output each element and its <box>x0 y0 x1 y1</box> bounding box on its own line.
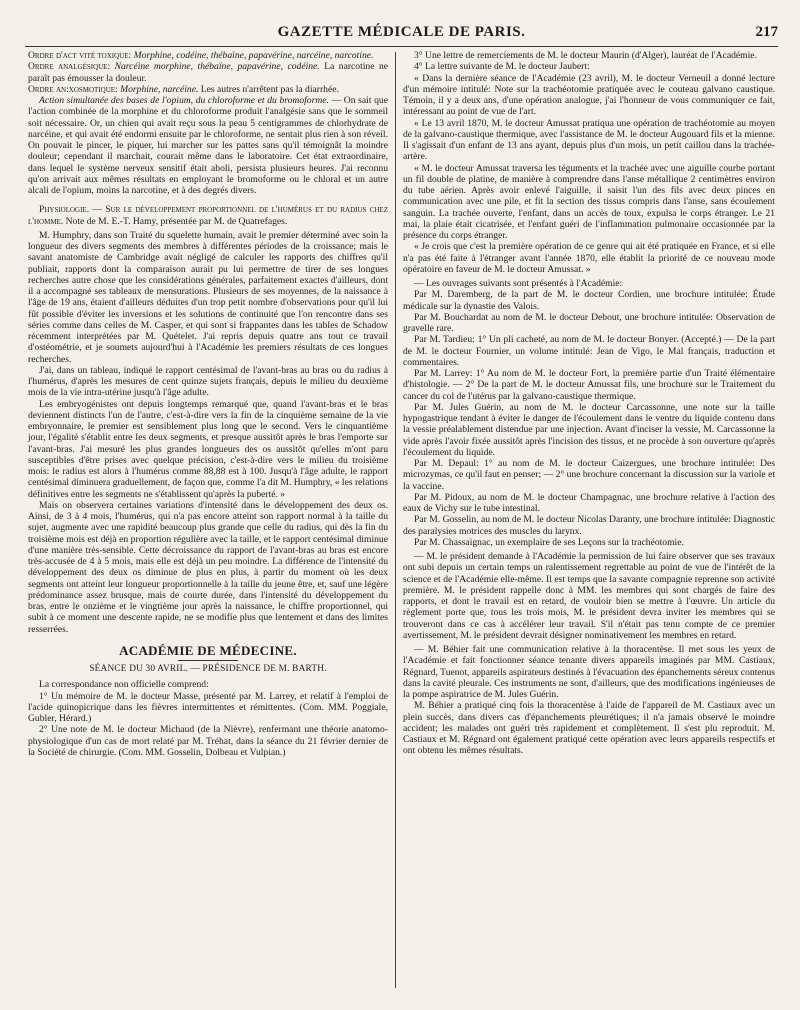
toxic-order-paragraph: Ordre d'act vité toxique: Morphine, codéine, thébaïne, papavérine, narcéine, narcotine. <box>28 50 374 61</box>
right-column <box>403 50 775 757</box>
embryogenists-paragraph: Les embryogénistes ont depuis longtemps remarqué que, quand l'avant-bras et le bras deviennent distincts l'un de l'autre, c'est-à-dire vers la fin de la cinquième semaine de la vie embryonnaire, le premier est sensiblement plus long que le second. Vers le cinquantième jour, l'égalité s'établit entre les deux segments, et presque aussitôt après le bras l'emporte sur l'avant-bras. J'ai mesuré les plus grandes longueurs des os aussitôt qu'elles m'ont paru susceptibles d'être prises avec quelque précision, c'est-à-dire vers le milieu du troisième mois: le radius est alors à l'humérus comme 88,88 est à 100. Jusqu'à l'âge adulte, le rapport centésimal diminuera graduellement, de façon que, comme l'a dit M. Humphry, « les relations définitives entre les segments ne s'établissent qu'après la puberté. » <box>28 398 388 500</box>
humphry-paragraph: M. Humphry, dans son Traité du squelette humain, avait le premier déterminé avec soin la longueur des divers segments des membres à différentes périodes de la croissance; mais le savant anatomiste de Cambridge avait négligé de calculer les rapports des chiffres qu'il publiait, rapports dont la comparaison aurait pu lui permettre de tirer de ses longues recherches autre chose que les considérations générales, parfaitement exactes d'ailleurs, dont il a accompagné ses tableaux de mensurations. Plusieurs de ses moyennes, de la naissance à l'âge de 19 ans, étaient d'ailleurs déduites d'un trop petit nombre d'observations pour qu'il lui fût possible d'éviter les inversions et les solutions de continuité que l'on rencontre dans ses séries comme dans celles de M. Casper, et qui sont si frappantes dans les tables de Schadow récemment interprétées par M. Quételet. J'ai repris depuis quatre ans tout ce travail d'ostéométrie, et je soumets aujourd'hui à l'Académie les premiers résultats de ces longues recherches. <box>28 229 388 365</box>
work-depaul: Par M. Depaul: 1° au nom de M. le docteur Caizergues, une brochure intitulée: Des microzymas, ce qu'il faut en penser; — 2° une brochure concernant la discussion sur la variole et la vaccine. <box>403 458 775 492</box>
header-rule <box>25 46 778 47</box>
heading-rule <box>178 660 238 661</box>
journal-title: GAZETTE MÉDICALE DE PARIS. <box>277 24 526 40</box>
page-header <box>25 24 778 44</box>
simultaneous-action-paragraph: Action simultanée des bases de l'opium, du chloroforme et du bromoforme. — On sait que l'action combinée de la morphine et du chloroforme produit l'analgésie sans que le sommeil soit nécessaire. Or, un chien qui avait reçu sous la peau 5 centigrammes de chlorhydrate de narcéine, et qui avait été endormi ensuite par le chloroforme, ne sentait plus rien à son réveil. On pouvait le pincer, le piquer, lui marcher sur les pattes sans qu'il témoignât la moindre douleur; cependant il marchait, courait même dans le laboratoire. Cet état extraordinaire, dans lequel le système nerveux sensitif était aboli, persista plusieurs heures. J'ai reconnu qu'on arrivait aux mêmes résultats en employant le bromoforme ou le chloral et un autre alcali de l'opium, moins la narcotine, et à des degrés divers. <box>28 95 388 196</box>
correspondence-item-1: 1° Un mémoire de M. le docteur Masse, présenté par M. Larrey, et relatif à l'emploi de l'acide quinopicrique dans les fièvres intermittentes et rémittentes. (Com. MM. Poggiale, Gubler, Hérard.) <box>28 690 388 724</box>
letter-remerciements: 3° Une lettre de remerciements de M. le docteur Maurin (d'Alger), lauréat de l'Académie. <box>414 50 757 61</box>
work-bouchardat: Par M. Bouchardat au nom de M. le docteur Debout, une brochure intitulée: Observation de gravelle rare. <box>403 311 775 334</box>
work-tardieu: Par M. Tardieu: 1° Un pli cacheté, au nom de M. le docteur Bonyer. (Accepté.) — De la part de M. le docteur Fournier, un volume intitulé: Jean de Vigo, le Mal français, traduction et commentaires. <box>403 334 775 368</box>
letter-jaubert-intro: 4° La lettre suivante de M. le docteur Jaubert: <box>414 61 590 73</box>
behier-results-paragraph: M. Béhier a pratiqué cinq fois la thoracentèse à l'aide de l'appareil de M. Castiaux avec un plein succès, dans divers cas d'épanchements pleurétiques; il n'a jamais observé le moindre accident; les malades ont guéri très rapidement et complètement. Il s'est plu reproduit. M. Castiaux et M. Régnard ont également pratiqué cette opération avec leurs appareils respectifs et ont obtenu les mêmes résultats. <box>403 700 775 757</box>
work-guerin: Par M. Jules Guérin, au nom de M. le docteur Carcassonne, une note sur la taille hypogastrique tendant à éviter le danger de l'écoulement dans le ventre du liquide contenu dans la vessie préalablement distendue par une injection. Avant d'inciser la vessie, M. Carcassonne la vide après l'avoir fixée aussitôt après l'incision des tissus, et ne procède à son ouverture qu'après l'écoulement du liquide. <box>403 401 775 458</box>
works-presented-intro: — Les ouvrages suivants sont présentés à l'Académie: <box>414 278 623 289</box>
work-chassaignac: Par M. Chassaignac, un exemplaire de ses Leçons sur la trachéotomie. <box>414 536 684 548</box>
work-pidoux: Par M. Pidoux, au nom de M. le docteur Champagnac, une brochure relative à l'action des eaux de Vichy sur le tube intestinal. <box>403 491 775 514</box>
letter-paragraph-1: « Dans la dernière séance de l'Académie (23 avril), M. le docteur Verneuil a donné lecture d'un mémoire intitulé: Note sur la trachéotomie pratiquée avec le couteau galvano caustique. Témoin, il y a deux ans, d'une opération analogue, j'ai l'honneur de vous communiquer ce fait, intéressant au point de vue de l'art. <box>403 72 775 118</box>
work-gosselin: Par M. Gosselin, au nom de M. le docteur Nicolas Daranty, une brochure intitulée: Diagnostic des paralysies motrices des muscles du larynx. <box>403 514 775 537</box>
correspondence-intro: La correspondance non officielle comprend: <box>39 679 209 691</box>
work-daremberg: Par M. Daremberg, de la part de M. le docteur Cordien, une brochure intitulée: Étude médicale sur la dynastie des Valois. <box>403 289 775 312</box>
variations-paragraph: Mais on observera certaines variations d'intensité dans le développement des deux os. Ainsi, de 3 à 4 mois, l'humérus, qui n'a pas encore atteint son rapport normal à la taille du sujet, augmente avec une rapidité beaucoup plus grande que celle du radius, qui dès la fin du troisième mois est déjà en proportion régulière avec la taille, et le rapport centésimal diminue d'une manière très-sensible. Cette décroissance du rapport de l'avant-bras au bras est encore très-accusée de 4 à 5 mois, mais elle est déjà un peu moindre. La différence de l'intensité du développement des deux os diminue de plus en plus, à partir du moment où les deux segments ont atteint leur longueur proportionnelle à la taille du jeune être, et, sauf une légère prédominance assez brusque, mais de courte durée, dans l'intensité du développement du bras, entre le onzième et le vingtième jour après la naissance, le chiffre proportionnel, qui subit à ce moment une descente rapide, ne se modifie plus que lentement et dans des limites resserrées. <box>28 499 388 635</box>
academy-heading: ACADÉMIE DE MÉDECINE. <box>119 642 297 658</box>
table-paragraph: J'ai, dans un tableau, indiqué le rapport centésimal de l'avant-bras au bras ou du radius à l'humérus, d'après les mesures de cent quinze sujets français, depuis le milieu du deuxième mois de la vie intra-utérine jusqu'à l'âge adulte. <box>28 364 388 399</box>
behier-paragraph: — M. Béhier fait une communication relative à la thoracentèse. Il met sous les yeux de l'Académie et fait fonctionner séance tenante divers appareils imaginés par MM. Castiaux, Régnard, Tuenot, appareils aspirateurs destinés à l'évacuation des épanchements séreux contenus dans la cavité pleurale. Ces instruments ne sont, d'ailleurs, que des modifications ingénieuses de la pompe aspiratrice de M. Jules Guérin. <box>403 644 775 700</box>
letter-paragraph-4: « Je crois que c'est la première opération de ce genre qui ait été pratiquée en France, et si elle n'a pas été faite à l'étranger avant l'année 1870, elle établit la priorité de ce nouveau mode opératoire en faveur de M. le docteur Amussat. » <box>403 241 775 275</box>
session-line: SÉANCE DU 30 AVRIL. — PRÉSIDENCE DE M. BARTH. <box>89 664 327 674</box>
correspondence-item-2: 2° Une note de M. le docteur Michaud (de la Nièvre), renfermant une théorie anatomo-physiologique d'un cas de mort relaté par M. Tréhat, dans la séance du 21 février dernier de la Société de chirurgie. (Com. MM. Gosselin, Dolbeau et Vulpian.) <box>28 724 388 758</box>
anxiosmotic-order-paragraph: Ordre an:xosmotique: Morphine, narcéine. Les autres n'arrêtent pas la diarrhée. <box>28 83 339 95</box>
work-larrey: Par M. Larrey: 1° Au nom de M. le docteur Fort, la première partie d'un Traité élémentaire d'histologie. — 2° De la part de M. le docteur Amussat fils, une brochure sur le Traitement du cancer du col de l'utérus par la galvano-caustique thermique. <box>403 368 775 402</box>
page-number: 217 <box>755 24 778 40</box>
letter-paragraph-3: « M. le docteur Amussat traversa les téguments et la trachée avec une aiguille courbe portant un fil double de platine, de manière à comprendre dans l'anse métallique 2 centimètres environ du tube aérien. Après avoir enlevé l'aiguille, il saisit l'un des fils avec deux pinces en communication avec une pile, et fit la section des tissus compris dans l'anse, sans écoulement sanguin. La trachée ouverte, l'enfant, dans un accès de toux, expulsa le corps étranger. Le 21 mai, la plaie était cicatrisée, et l'enfant guéri de l'inflammation pulmonaire occasionnée par la présence du corps étranger. <box>403 162 775 241</box>
left-column <box>28 50 388 758</box>
physiology-heading-paragraph: Physiologie. — Sur le développement proportionnel de l'humérus et du radius chez l'homme. Note de M. E.-T. Hamy, présentée par M. de Quatrefages. <box>28 204 388 227</box>
letter-paragraph-2: « Le 13 avril 1870, M. le docteur Amussat pratiqua une opération de trachéotomie au moyen de la galvano-caustique thermique, avec l'assistance de M. le docteur Augouard fils et la mienne. Il s'agissait d'un enfant de 13 ans ayant, depuis plus d'un mois, un petit caillou dans la trachée-artère. <box>403 117 775 163</box>
analgesic-order-paragraph: Ordre analgésique: Narcéine morphine, thébaïne, papavérine, codéine. La narcotine ne paraît pas émousser la douleur. <box>28 61 388 84</box>
president-paragraph: — M. le président demande à l'Académie la permission de lui faire observer que ses travaux ont subi depuis un certain temps un ralentissement regrettable au point de vue de l'intérêt de la science et de l'Académie elle-même. Il est temps que la savante compagnie reprenne son activité première. M. le président rappelle donc à MM. les membres qui sont chargés de faire des rapports, et dont le travail est en retard, de vouloir bien se mettre à l'œuvre. Un article du règlement porte que, tous les trois mois, M. le président devra inviter les membres qui se trouveront dans ce cas à accélérer leur travail. S'il n'était pas tenu compte de ce premier avertissement, M. le président devrait désigner nominativement les membres en retard. <box>403 551 775 641</box>
column-divider <box>395 52 396 988</box>
